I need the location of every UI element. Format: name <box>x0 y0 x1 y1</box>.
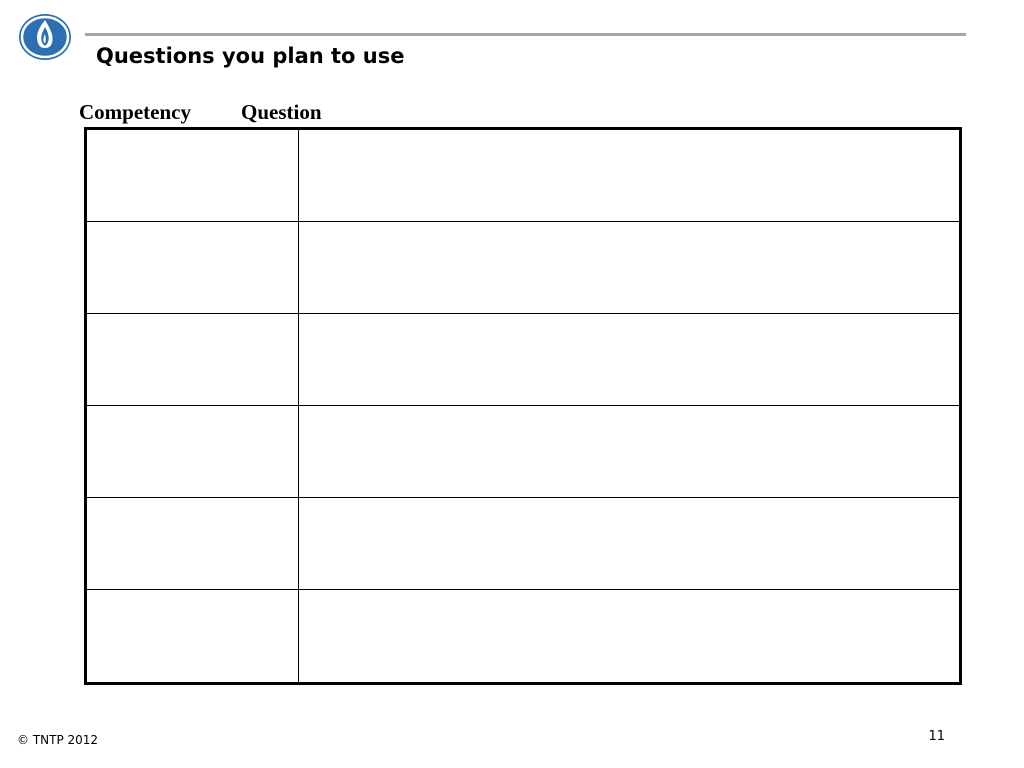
question-cell[interactable] <box>299 130 959 222</box>
competency-cell[interactable] <box>87 314 299 406</box>
column-header-competency: Competency <box>79 100 191 124</box>
questions-table <box>84 127 962 685</box>
question-cell[interactable] <box>299 222 959 314</box>
question-cell[interactable] <box>299 406 959 498</box>
question-cell[interactable] <box>299 314 959 406</box>
competency-cell[interactable] <box>87 590 299 682</box>
question-cell[interactable] <box>299 590 959 682</box>
slide-title: Questions you plan to use <box>96 44 405 68</box>
competency-cell[interactable] <box>87 498 299 590</box>
flame-logo-icon <box>17 12 73 62</box>
competency-cell[interactable] <box>87 130 299 222</box>
competency-cell[interactable] <box>87 406 299 498</box>
page-number: 11 <box>928 729 945 744</box>
competency-cell[interactable] <box>87 222 299 314</box>
column-header-question: Question <box>241 100 322 124</box>
copyright-footer: © TNTP 2012 <box>17 733 99 747</box>
header-rule <box>85 33 966 36</box>
question-cell[interactable] <box>299 498 959 590</box>
